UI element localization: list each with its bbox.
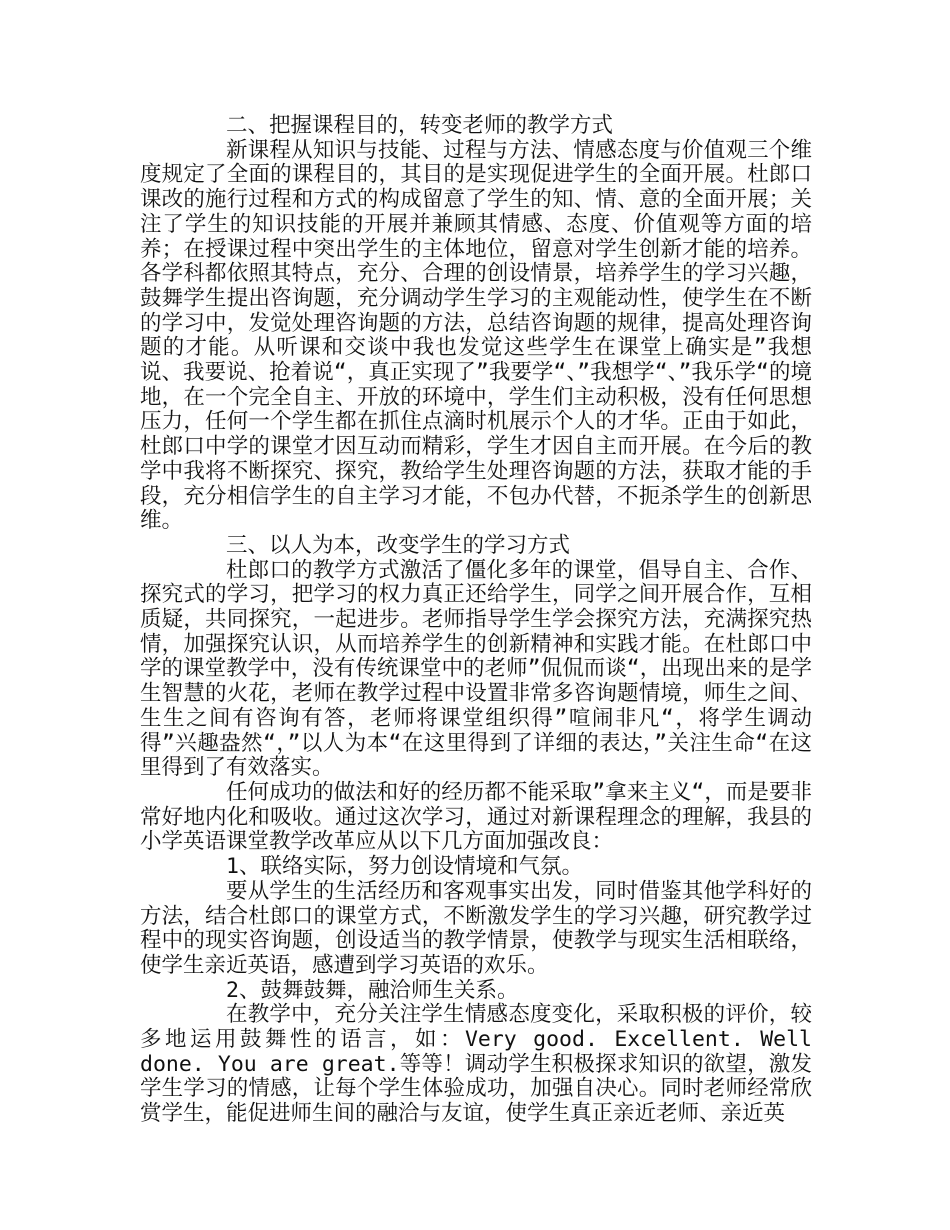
paragraph-course-goals: 新课程从知识与技能、过程与方法、情感态度与价值观三个维度规定了全面的课程目的，其目的是实现促进学生的全面开展。杜郎口课改的施行过程和方式的构成留意了学生的知、情、意的全面开展；关注了学生的知识技能的开展并兼顾其情感、态度、价值观等方面的培养；在授课过程中突出学生的主体地位，留意对学生创新才能的培养。各学科都依照其特点，充分、合理的创设情景，培养学生的学习兴趣，鼓舞学生提出咨询题，充分调动学生学习的主观能动性，使学生在不断的学习中，发觉处理咨询题的方法，总结咨询题的规律，提高处理咨询题的才能。从听课和交谈中我也发觉这些学生在课堂上确实是”我想说、我要说、抢着说“，真正实现了”我要学“、”我想学“、”我乐学“的境地，在一个完全自主、开放的环境中，学生们主动积极，没有任何思想压力，任何一个学生都在抓住点滴时机展示个人的才华。正由于如此，杜郎口中学的课堂才因互动而精彩，学生才因自主而开展。在今后的教学中我将不断探究、探究，教给学生处理咨询题的方法，获取才能的手段，充分相信学生的自主学习才能，不包办代替，不扼杀学生的创新思维。 (140, 137, 812, 534)
paragraph-real-life: 要从学生的生活经历和客观事实出发，同时借鉴其他学科好的方法，结合杜郎口的课堂方式，不断激发学生的学习兴趣，研究教学过程中的现实咨询题，创设适当的教学情景，使教学与现实生活相联络，使学生亲近英语，感遭到学习英语的欢乐。 (140, 878, 812, 978)
section-heading-2: 二、把握课程目的，转变老师的教学方式 (226, 113, 614, 138)
section-heading-3: 三、以人为本，改变学生的学习方式 (226, 532, 571, 558)
paragraph-experience: 任何成功的做法和好的经历都不能采取”拿来主义“，而是要非常好地内化和吸收。通过这次学习，通过对新课程理念的理解，我县的小学英语课堂教学改革应从以下几方面加强改良： (140, 779, 812, 855)
paragraph-encouragement: 在教学中，充分关注学生情感态度变化，采取积极的评价，较多地运用鼓舞性的语言，如：Very good. Excellent. Well done. You are great.等等！调动学生积极探求知识的欲望，激发学生学习的情感，让每个学生体验成功，加强自决心。同时老师经常欣赏学生，能促进师生间的融洽与友谊，使学生真正亲近老师、亲近英 (140, 1002, 812, 1127)
document-page (140, 114, 812, 1127)
subheading-2: 2、鼓舞鼓舞，融洽师生关系。 (226, 977, 519, 1003)
subheading-1: 1、联络实际，努力创设情境和气氛。 (226, 854, 583, 880)
paragraph-learning-style: 杜郎口的教学方式激活了僵化多年的课堂，倡导自主、合作、探究式的学习，把学习的权力真正还给学生，同学之间开展合作，互相质疑，共同探究，一起进步。老师指导学生学会探究方法，充满探究热情，加强探究认识，从而培养学生的创新精神和实践才能。在杜郎口中学的课堂教学中，没有传统课堂中的老师”侃侃而谈“，出现出来的是学生智慧的火花，老师在教学过程中设置非常多咨询题情境，师生之间、生生之间有咨询有答，老师将课堂组织得”喧闹非凡“，将学生调动得”兴趣盎然“，”以人为本“在这里得到了详细的表达，”关注生命“在这里得到了有效落实。 (140, 557, 812, 781)
